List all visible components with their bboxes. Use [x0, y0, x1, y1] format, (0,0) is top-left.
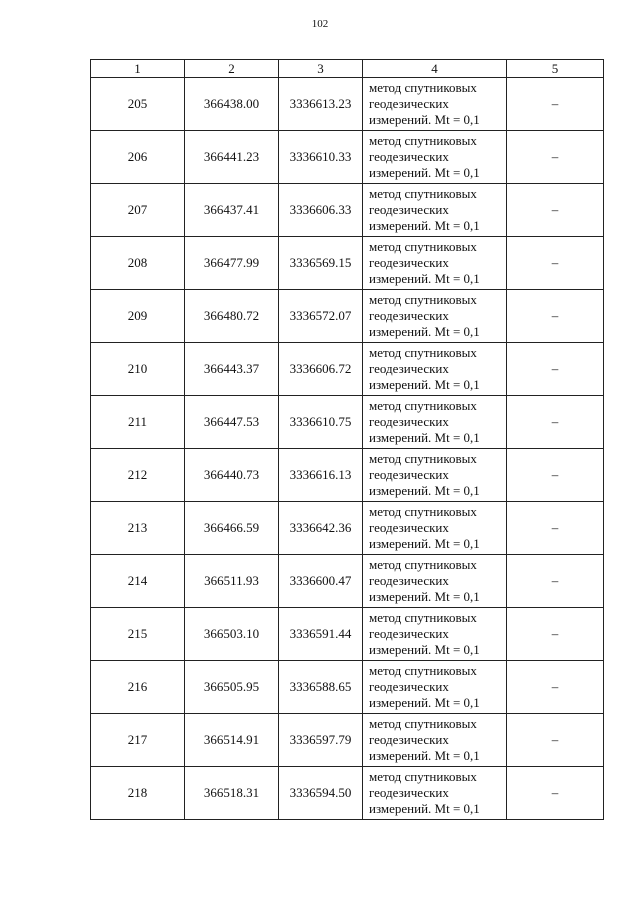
method-cell — [363, 290, 507, 343]
x-coordinate-cell: 366503.10 — [185, 608, 279, 661]
extra-info-cell: – — [507, 184, 604, 237]
y-coordinate-cell: 3336613.23 — [279, 78, 363, 131]
method-cell — [363, 555, 507, 608]
table-row — [91, 237, 604, 290]
column-header: 4 — [363, 60, 507, 78]
extra-info-cell: – — [507, 343, 604, 396]
x-coordinate-cell: 366514.91 — [185, 714, 279, 767]
extra-info-cell: – — [507, 608, 604, 661]
method-text-line: геодезических — [369, 149, 449, 164]
method-cell — [363, 237, 507, 290]
table-row — [91, 78, 604, 131]
method-text-line: геодезических — [369, 732, 449, 747]
method-text-line: метод спутниковых — [369, 80, 477, 95]
point-number-cell: 210 — [91, 343, 185, 396]
point-number-cell: 213 — [91, 502, 185, 555]
method-text-line: измерений. Mt = 0,1 — [369, 430, 480, 445]
table-row — [91, 290, 604, 343]
method-cell — [363, 767, 507, 820]
method-cell — [363, 131, 507, 184]
y-coordinate-cell: 3336594.50 — [279, 767, 363, 820]
method-cell — [363, 608, 507, 661]
method-text-line: измерений. Mt = 0,1 — [369, 536, 480, 551]
column-header: 1 — [91, 60, 185, 78]
method-text-line: метод спутниковых — [369, 769, 477, 784]
method-text-line: геодезических — [369, 414, 449, 429]
y-coordinate-cell: 3336572.07 — [279, 290, 363, 343]
point-number-cell: 216 — [91, 661, 185, 714]
method-text-line: метод спутниковых — [369, 663, 477, 678]
point-number-cell: 217 — [91, 714, 185, 767]
coordinates-table — [90, 59, 604, 820]
method-text-line: геодезических — [369, 361, 449, 376]
point-number-cell: 215 — [91, 608, 185, 661]
method-text-line: измерений. Mt = 0,1 — [369, 377, 480, 392]
method-text-line: геодезических — [369, 626, 449, 641]
y-coordinate-cell: 3336610.75 — [279, 396, 363, 449]
x-coordinate-cell: 366466.59 — [185, 502, 279, 555]
method-cell — [363, 343, 507, 396]
method-text-line: измерений. Mt = 0,1 — [369, 748, 480, 763]
method-cell — [363, 184, 507, 237]
y-coordinate-cell: 3336600.47 — [279, 555, 363, 608]
method-text-line: измерений. Mt = 0,1 — [369, 642, 480, 657]
method-text-line: метод спутниковых — [369, 398, 477, 413]
extra-info-cell: – — [507, 131, 604, 184]
method-text-line: измерений. Mt = 0,1 — [369, 695, 480, 710]
y-coordinate-cell: 3336616.13 — [279, 449, 363, 502]
table-row — [91, 714, 604, 767]
method-text-line: метод спутниковых — [369, 610, 477, 625]
y-coordinate-cell: 3336642.36 — [279, 502, 363, 555]
table-row — [91, 608, 604, 661]
extra-info-cell: – — [507, 237, 604, 290]
method-text-line: измерений. Mt = 0,1 — [369, 801, 480, 816]
point-number-cell: 209 — [91, 290, 185, 343]
extra-info-cell: – — [507, 767, 604, 820]
y-coordinate-cell: 3336606.72 — [279, 343, 363, 396]
method-text-line: измерений. Mt = 0,1 — [369, 165, 480, 180]
method-text-line: измерений. Mt = 0,1 — [369, 112, 480, 127]
method-text-line: геодезических — [369, 573, 449, 588]
method-text-line: метод спутниковых — [369, 133, 477, 148]
method-text-line: метод спутниковых — [369, 345, 477, 360]
extra-info-cell: – — [507, 502, 604, 555]
table-header-row — [91, 60, 604, 78]
y-coordinate-cell: 3336606.33 — [279, 184, 363, 237]
extra-info-cell: – — [507, 290, 604, 343]
table-row — [91, 555, 604, 608]
table-row — [91, 184, 604, 237]
x-coordinate-cell: 366443.37 — [185, 343, 279, 396]
table-row — [91, 502, 604, 555]
page-number: 102 — [311, 18, 329, 30]
x-coordinate-cell: 366518.31 — [185, 767, 279, 820]
column-header: 2 — [185, 60, 279, 78]
method-text-line: геодезических — [369, 255, 449, 270]
method-text-line: метод спутниковых — [369, 239, 477, 254]
table-row — [91, 449, 604, 502]
method-cell — [363, 502, 507, 555]
y-coordinate-cell: 3336610.33 — [279, 131, 363, 184]
x-coordinate-cell: 366505.95 — [185, 661, 279, 714]
method-cell — [363, 396, 507, 449]
table-row — [91, 767, 604, 820]
x-coordinate-cell: 366437.41 — [185, 184, 279, 237]
method-text-line: метод спутниковых — [369, 504, 477, 519]
method-text-line: метод спутниковых — [369, 716, 477, 731]
method-cell — [363, 449, 507, 502]
method-text-line: геодезических — [369, 96, 449, 111]
extra-info-cell: – — [507, 449, 604, 502]
method-text-line: геодезических — [369, 467, 449, 482]
method-text-line: геодезических — [369, 785, 449, 800]
point-number-cell: 218 — [91, 767, 185, 820]
method-text-line: геодезических — [369, 202, 449, 217]
method-cell — [363, 78, 507, 131]
method-cell — [363, 661, 507, 714]
table-row — [91, 661, 604, 714]
extra-info-cell: – — [507, 714, 604, 767]
x-coordinate-cell: 366477.99 — [185, 237, 279, 290]
x-coordinate-cell: 366441.23 — [185, 131, 279, 184]
point-number-cell: 207 — [91, 184, 185, 237]
column-header: 3 — [279, 60, 363, 78]
method-text-line: метод спутниковых — [369, 186, 477, 201]
method-text-line: измерений. Mt = 0,1 — [369, 589, 480, 604]
method-text-line: метод спутниковых — [369, 292, 477, 307]
y-coordinate-cell: 3336591.44 — [279, 608, 363, 661]
x-coordinate-cell: 366480.72 — [185, 290, 279, 343]
method-text-line: измерений. Mt = 0,1 — [369, 218, 480, 233]
y-coordinate-cell: 3336588.65 — [279, 661, 363, 714]
point-number-cell: 205 — [91, 78, 185, 131]
method-text-line: геодезических — [369, 679, 449, 694]
table-row — [91, 396, 604, 449]
extra-info-cell: – — [507, 396, 604, 449]
table-row — [91, 343, 604, 396]
point-number-cell: 208 — [91, 237, 185, 290]
x-coordinate-cell: 366447.53 — [185, 396, 279, 449]
method-text-line: метод спутниковых — [369, 557, 477, 572]
method-text-line: геодезических — [369, 520, 449, 535]
extra-info-cell: – — [507, 661, 604, 714]
method-text-line: измерений. Mt = 0,1 — [369, 324, 480, 339]
point-number-cell: 214 — [91, 555, 185, 608]
extra-info-cell: – — [507, 555, 604, 608]
point-number-cell: 212 — [91, 449, 185, 502]
column-header: 5 — [507, 60, 604, 78]
y-coordinate-cell: 3336597.79 — [279, 714, 363, 767]
point-number-cell: 211 — [91, 396, 185, 449]
method-text-line: измерений. Mt = 0,1 — [369, 483, 480, 498]
extra-info-cell: – — [507, 78, 604, 131]
point-number-cell: 206 — [91, 131, 185, 184]
method-text-line: геодезических — [369, 308, 449, 323]
table-row — [91, 131, 604, 184]
method-text-line: метод спутниковых — [369, 451, 477, 466]
x-coordinate-cell: 366438.00 — [185, 78, 279, 131]
method-cell — [363, 714, 507, 767]
x-coordinate-cell: 366511.93 — [185, 555, 279, 608]
x-coordinate-cell: 366440.73 — [185, 449, 279, 502]
method-text-line: измерений. Mt = 0,1 — [369, 271, 480, 286]
y-coordinate-cell: 3336569.15 — [279, 237, 363, 290]
table-body — [91, 78, 604, 820]
